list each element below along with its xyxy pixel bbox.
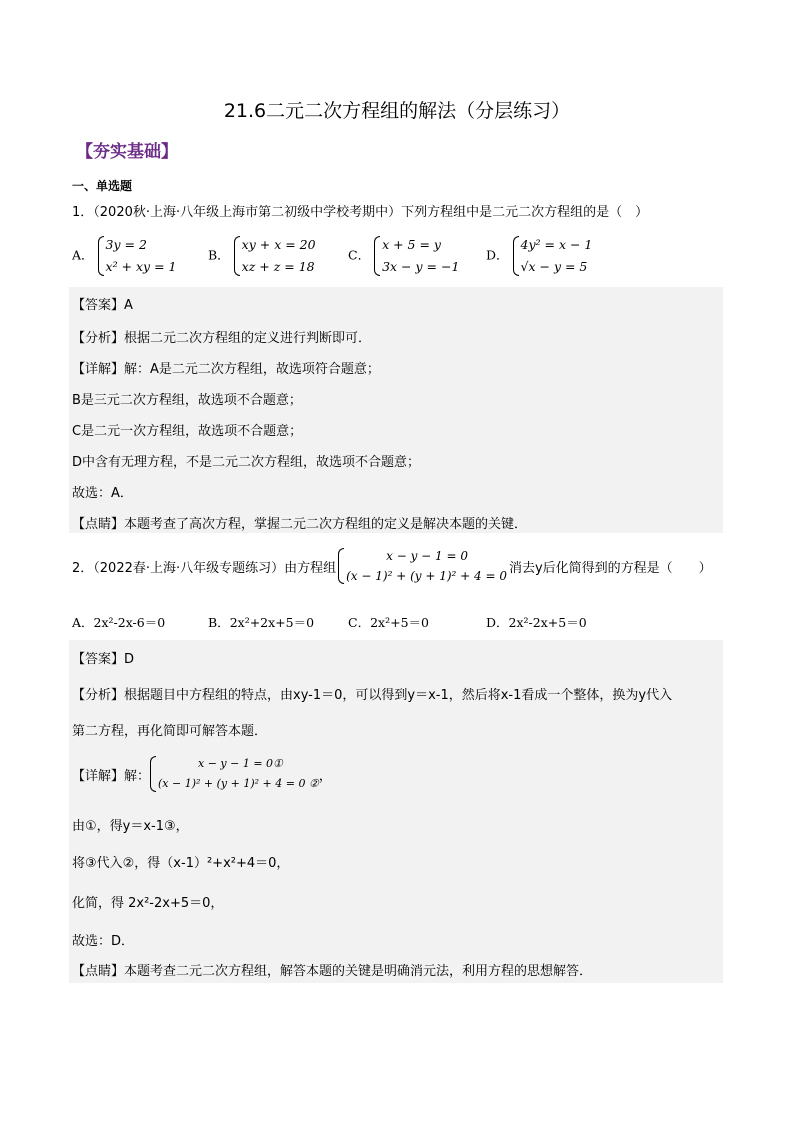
equation-system (374, 234, 459, 278)
q1-option-b (208, 234, 316, 278)
option-text: 2x²-2x-6＝0 (93, 615, 166, 630)
equation-line: 3y = 2 (105, 237, 147, 252)
question-1-stem: 1．（2020秋·上海·八年级上海市第二初级中学校考期中）下列方程组中是二元二次方程组的是（ ） (72, 205, 649, 220)
q2-step: 故选：D． (72, 934, 135, 949)
option-text: 2x²-2x+5＝0 (508, 615, 587, 630)
q2-detail-suffix: ， (318, 768, 332, 784)
option-label: D． (486, 247, 509, 263)
q1-detail-line: C是二元一次方程组，故选项不合题意； (72, 424, 303, 439)
option-label: D． (486, 615, 509, 630)
q2-option-a (72, 613, 165, 631)
q2-comment: 【点睛】本题考查二元二次方程组，解答本题的关键是明确消元法，利用方程的思想解答． (72, 964, 593, 979)
q2-analysis-line: 【分析】根据题目中方程组的特点，由xy-1＝0，可以得到y＝x-1，然后将x-1看成一个整体，换为y代入 (72, 688, 673, 703)
equation-system (98, 234, 177, 278)
equation-line: x − y − 1 = 0 (386, 549, 468, 563)
equation-line: x² + xy = 1 (105, 259, 177, 274)
option-text: 2x²+2x+5＝0 (229, 615, 315, 630)
option-text: 2x²+5＝0 (370, 615, 429, 630)
option-label: B． (208, 247, 230, 263)
q1-option-c (348, 234, 459, 278)
equation-system (234, 234, 316, 278)
q2-analysis-line: 第二方程，再化简即可解答本题． (72, 724, 268, 739)
equation-line: x + 5 = y (382, 237, 441, 252)
equation-system (338, 546, 507, 586)
option-label: C． (348, 615, 371, 630)
option-label: A． (72, 247, 94, 263)
option-label: A． (72, 615, 94, 630)
q2-step: 化简，得 2x²-2x+5＝0， (72, 896, 224, 911)
question-2-stem (72, 546, 712, 586)
category-heading: 一、单选题 (72, 179, 133, 193)
q1-detail-line: 故选：A． (72, 486, 133, 501)
q1-option-d (486, 234, 592, 278)
q1-comment: 【点睛】本题考查了高次方程，掌握二元二次方程组的定义是解决本题的关键． (72, 517, 528, 532)
q2-stem-prefix: 2．（2022春·上海·八年级专题练习）由方程组 (72, 560, 337, 576)
q1-solution-box (69, 287, 723, 533)
q2-detail-prefix: 【详解】解： (72, 768, 151, 784)
q2-step: 将③代入②，得（x-1）²+x²+4＝0， (72, 856, 290, 871)
section-heading: 【夯实基础】 (76, 142, 178, 162)
equation-line: (x − 1)² + (y + 1)² + 4 = 0 (346, 569, 507, 583)
equation-line: xy + x = 20 (241, 237, 316, 252)
equation-system (150, 754, 319, 794)
equation-line: (x − 1)² + (y + 1)² + 4 = 0 ② (158, 777, 319, 790)
q1-analysis: 【分析】根据二元二次方程组的定义进行判断即可． (72, 331, 372, 346)
equation-line: x − y − 1 = 0① (198, 757, 283, 770)
option-label: C． (348, 247, 371, 263)
q2-stem-suffix: 消去y后化简得到的方程是（ ） (508, 560, 712, 576)
q1-answer: 【答案】A (72, 298, 133, 313)
q2-option-c (348, 613, 429, 631)
page-title: 21.6二元二次方程组的解法（分层练习） (223, 100, 571, 122)
q2-option-d (486, 613, 587, 631)
equation-line: 4y² = x − 1 (520, 237, 593, 252)
equation-system (513, 234, 593, 278)
q2-answer: 【答案】D (72, 652, 135, 667)
q2-step: 由①，得y＝x-1③， (72, 819, 189, 834)
q2-option-b (208, 613, 314, 631)
q1-detail-line: D中含有无理方程，不是二元二次方程组，故选项不合题意； (72, 455, 421, 470)
option-label: B． (208, 615, 230, 630)
q1-option-a (72, 234, 176, 278)
q1-detail-line: B是三元二次方程组，故选项不合题意； (72, 393, 302, 408)
q2-detail (72, 754, 332, 794)
equation-line: xz + z = 18 (241, 259, 315, 274)
equation-line: 3x − y = −1 (382, 259, 460, 274)
q1-detail-line: 【详解】解：A是二元二次方程组，故选项符合题意； (72, 362, 380, 377)
equation-line: √x − y = 5 (520, 259, 588, 274)
